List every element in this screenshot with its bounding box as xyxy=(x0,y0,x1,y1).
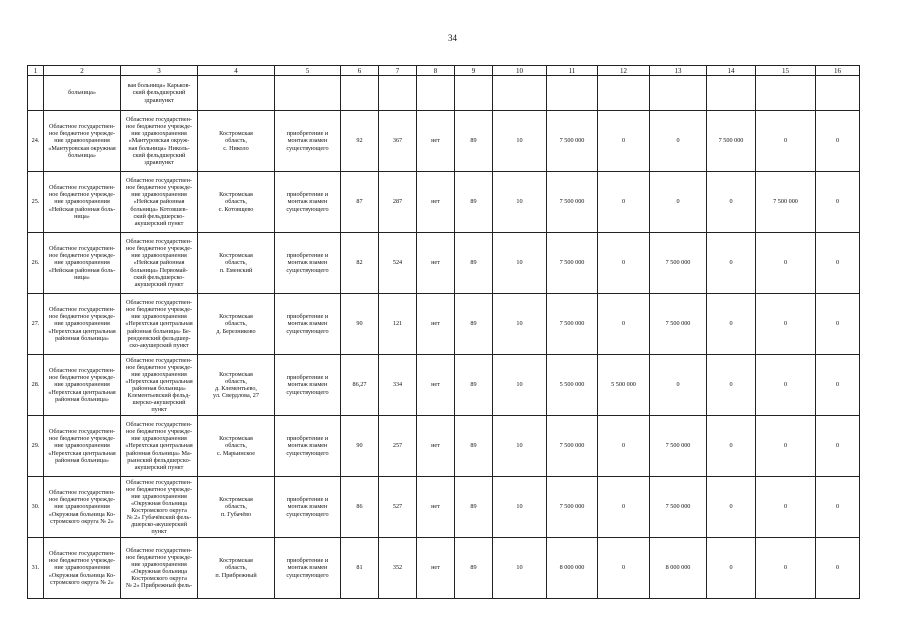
cell-empty xyxy=(493,76,547,111)
cell-facility: Областное государствен- ное бюджетное учрежде- ние здравоохранения «Нейская районная больница» Котовшев- ский фельдшерско- акушерский пункт xyxy=(121,172,198,233)
cell-value: 0 xyxy=(707,172,756,233)
table-row xyxy=(28,172,860,233)
cell-empty xyxy=(547,76,598,111)
cell-value: 87 xyxy=(341,172,379,233)
cell-location: Костромская область, п. Губачёво xyxy=(198,477,275,538)
cell-value: 0 xyxy=(598,172,650,233)
cell-value: 10 xyxy=(493,294,547,355)
cell-facility: Областное государствен- ное бюджетное учрежде- ние здравоохранения «Нейская районная больница» Первомай- ский фельдшерско- акушерский пункт xyxy=(121,233,198,294)
cell-value: нет xyxy=(417,416,455,477)
cell-empty xyxy=(341,76,379,111)
cell-value: 0 xyxy=(816,172,860,233)
cell-value: 334 xyxy=(379,355,417,416)
cell-value: 86 xyxy=(341,477,379,538)
cell-value: нет xyxy=(417,355,455,416)
cell-value: 0 xyxy=(598,477,650,538)
cell-value: 86,27 xyxy=(341,355,379,416)
column-header: 13 xyxy=(650,66,707,76)
cell-number: 31. xyxy=(28,538,44,599)
cell-empty xyxy=(28,76,44,111)
cell-value: 10 xyxy=(493,172,547,233)
cell-value: 10 xyxy=(493,416,547,477)
cell-action: приобретение и монтаж взамен существующего xyxy=(275,294,341,355)
cell-value: 0 xyxy=(756,294,816,355)
cell-value: 7 500 000 xyxy=(650,477,707,538)
cell-value: 7 500 000 xyxy=(650,294,707,355)
registry-table xyxy=(27,65,860,599)
cell-facility: Областное государствен- ное бюджетное учрежде- ние здравоохранения «Нерехтская центральная районная больница» Клементьевский фельд- шерско-акушерский пункт xyxy=(121,355,198,416)
cell-value: 287 xyxy=(379,172,417,233)
cell-organization: Областное государствен- ное бюджетное учрежде- ние здравоохранения «Окружная больница Ко- стромского округа № 2» xyxy=(44,538,121,599)
cell-value: 7 500 000 xyxy=(547,477,598,538)
cell-value: 0 xyxy=(598,416,650,477)
cell-number: 25. xyxy=(28,172,44,233)
cell-location: Костромская область, п. Еменский xyxy=(198,233,275,294)
cell-value: 0 xyxy=(756,111,816,172)
cell-value: 89 xyxy=(455,111,493,172)
column-header: 2 xyxy=(44,66,121,76)
column-header: 11 xyxy=(547,66,598,76)
cell-value: 527 xyxy=(379,477,417,538)
cell-action: приобретение и монтаж взамен существующего xyxy=(275,477,341,538)
cell-empty xyxy=(275,76,341,111)
cell-facility: вая больница» Карьков- ский фельдшерский здравпункт xyxy=(121,76,198,111)
cell-organization: больница» xyxy=(44,76,121,111)
cell-empty xyxy=(756,76,816,111)
cell-empty xyxy=(417,76,455,111)
continuation-row xyxy=(28,76,860,111)
cell-value: 82 xyxy=(341,233,379,294)
cell-value: 89 xyxy=(455,416,493,477)
cell-empty xyxy=(598,76,650,111)
cell-value: 0 xyxy=(650,172,707,233)
column-header: 8 xyxy=(417,66,455,76)
cell-empty xyxy=(650,76,707,111)
cell-number: 27. xyxy=(28,294,44,355)
cell-facility: Областное государствен- ное бюджетное учрежде- ние здравоохранения «Нерехтская центральная районная больница» Бе- рендеевский фельдшер- ско-акушерский пункт xyxy=(121,294,198,355)
table-row xyxy=(28,111,860,172)
cell-value: 81 xyxy=(341,538,379,599)
cell-organization: Областное государствен- ное бюджетное учрежде- ние здравоохранения «Окружная больница Ко- стромского округа № 2» xyxy=(44,477,121,538)
cell-value: 0 xyxy=(707,477,756,538)
column-header: 6 xyxy=(341,66,379,76)
table-row xyxy=(28,477,860,538)
cell-value: 0 xyxy=(707,538,756,599)
page-number: 34 xyxy=(448,33,457,43)
cell-value: 5 500 000 xyxy=(598,355,650,416)
cell-organization: Областное государствен- ное бюджетное учрежде- ние здравоохранения «Нерехтская центральная районная больница» xyxy=(44,355,121,416)
cell-value: 8 000 000 xyxy=(650,538,707,599)
cell-location: Костромская область, д. Березниково xyxy=(198,294,275,355)
cell-number: 29. xyxy=(28,416,44,477)
cell-value: 7 500 000 xyxy=(650,416,707,477)
column-header: 1 xyxy=(28,66,44,76)
cell-value: нет xyxy=(417,233,455,294)
cell-facility: Областное государствен- ное бюджетное учрежде- ние здравоохранения «Окружная больница Костромского округа № 2» Прибрежный фель- xyxy=(121,538,198,599)
cell-value: 352 xyxy=(379,538,417,599)
cell-value: 121 xyxy=(379,294,417,355)
cell-value: 8 000 000 xyxy=(547,538,598,599)
cell-number: 24. xyxy=(28,111,44,172)
cell-action: приобретение и монтаж взамен существующего xyxy=(275,111,341,172)
cell-value: 0 xyxy=(707,355,756,416)
cell-location: Костромская область, с. Николо xyxy=(198,111,275,172)
cell-action: приобретение и монтаж взамен существующего xyxy=(275,172,341,233)
column-header: 5 xyxy=(275,66,341,76)
cell-value: 89 xyxy=(455,477,493,538)
table-row xyxy=(28,538,860,599)
cell-empty xyxy=(455,76,493,111)
column-header: 12 xyxy=(598,66,650,76)
table-row xyxy=(28,233,860,294)
cell-value: 7 500 000 xyxy=(547,416,598,477)
cell-value: 7 500 000 xyxy=(547,294,598,355)
cell-value: 90 xyxy=(341,294,379,355)
cell-organization: Областное государствен- ное бюджетное учрежде- ние здравоохранения «Мантуровская окружная больница» xyxy=(44,111,121,172)
cell-value: 7 500 000 xyxy=(707,111,756,172)
cell-value: нет xyxy=(417,172,455,233)
cell-value: 0 xyxy=(816,538,860,599)
cell-value: 89 xyxy=(455,294,493,355)
cell-empty xyxy=(816,76,860,111)
cell-value: 0 xyxy=(598,538,650,599)
cell-facility: Областное государствен- ное бюджетное учрежде- ние здравоохранения «Нерехтская центральная районная больница» Ма- рьинский фельдшерско- акушерский пункт xyxy=(121,416,198,477)
table-row xyxy=(28,416,860,477)
column-header: 14 xyxy=(707,66,756,76)
cell-value: 89 xyxy=(455,538,493,599)
header-row xyxy=(28,66,860,76)
cell-value: 0 xyxy=(816,111,860,172)
cell-value: 524 xyxy=(379,233,417,294)
cell-value: 0 xyxy=(598,233,650,294)
cell-value: 7 500 000 xyxy=(547,111,598,172)
cell-value: 0 xyxy=(707,416,756,477)
cell-action: приобретение и монтаж взамен существующего xyxy=(275,416,341,477)
column-header: 4 xyxy=(198,66,275,76)
cell-value: 367 xyxy=(379,111,417,172)
column-header: 7 xyxy=(379,66,417,76)
cell-value: 89 xyxy=(455,172,493,233)
cell-number: 30. xyxy=(28,477,44,538)
cell-value: 0 xyxy=(816,477,860,538)
column-header: 15 xyxy=(756,66,816,76)
cell-organization: Областное государствен- ное бюджетное учрежде- ние здравоохранения «Нерехтская центральная районная больница» xyxy=(44,294,121,355)
cell-location: Костромская область, п. Прибрежный xyxy=(198,538,275,599)
cell-facility: Областное государствен- ное бюджетное учрежде- ние здравоохранения «Мантуровская окруж- ная больница» Николь- ский фельдшерский здравпункт xyxy=(121,111,198,172)
cell-value: нет xyxy=(417,477,455,538)
cell-value: нет xyxy=(417,294,455,355)
cell-value: 10 xyxy=(493,355,547,416)
cell-empty xyxy=(379,76,417,111)
cell-value: 90 xyxy=(341,416,379,477)
cell-value: 0 xyxy=(816,416,860,477)
cell-number: 26. xyxy=(28,233,44,294)
cell-value: 0 xyxy=(707,233,756,294)
table-row xyxy=(28,355,860,416)
cell-value: 0 xyxy=(756,477,816,538)
cell-value: 0 xyxy=(650,111,707,172)
cell-value: 0 xyxy=(816,355,860,416)
cell-action: приобретение и монтаж взамен существующего xyxy=(275,233,341,294)
cell-value: 0 xyxy=(756,233,816,294)
column-header: 16 xyxy=(816,66,860,76)
cell-value: 92 xyxy=(341,111,379,172)
cell-value: 10 xyxy=(493,477,547,538)
cell-value: 7 500 000 xyxy=(547,233,598,294)
cell-organization: Областное государствен- ное бюджетное учрежде- ние здравоохранения «Нейская районная боль- ница» xyxy=(44,233,121,294)
cell-location: Костромская область, д. Клементьево, ул. Свердлова, 27 xyxy=(198,355,275,416)
cell-value: 10 xyxy=(493,111,547,172)
cell-empty xyxy=(198,76,275,111)
column-header: 10 xyxy=(493,66,547,76)
cell-value: 10 xyxy=(493,233,547,294)
cell-value: 0 xyxy=(756,355,816,416)
cell-value: 89 xyxy=(455,233,493,294)
cell-value: 7 500 000 xyxy=(650,233,707,294)
column-header: 3 xyxy=(121,66,198,76)
cell-value: 89 xyxy=(455,355,493,416)
cell-location: Костромская область, с. Котовщево xyxy=(198,172,275,233)
cell-value: 0 xyxy=(650,355,707,416)
cell-value: 0 xyxy=(707,294,756,355)
cell-value: 0 xyxy=(816,233,860,294)
table-row xyxy=(28,294,860,355)
cell-value: 257 xyxy=(379,416,417,477)
cell-value: 0 xyxy=(756,538,816,599)
cell-value: 5 500 000 xyxy=(547,355,598,416)
cell-value: 7 500 000 xyxy=(547,172,598,233)
cell-value: нет xyxy=(417,111,455,172)
cell-value: 0 xyxy=(598,111,650,172)
cell-value: 0 xyxy=(598,294,650,355)
cell-action: приобретение и монтаж взамен существующего xyxy=(275,538,341,599)
cell-facility: Областное государствен- ное бюджетное учрежде- ние здравоохранения «Окружная больница Костромского округа № 2» Губачёвский фель- дшерско-акушерский пункт xyxy=(121,477,198,538)
cell-value: 10 xyxy=(493,538,547,599)
cell-number: 28. xyxy=(28,355,44,416)
cell-empty xyxy=(707,76,756,111)
cell-value: 0 xyxy=(756,416,816,477)
cell-action: приобретение и монтаж взамен существующего xyxy=(275,355,341,416)
cell-value: нет xyxy=(417,538,455,599)
cell-value: 0 xyxy=(816,294,860,355)
cell-organization: Областное государствен- ное бюджетное учрежде- ние здравоохранения «Нерехтская центральная районная больница» xyxy=(44,416,121,477)
cell-value: 7 500 000 xyxy=(756,172,816,233)
column-header: 9 xyxy=(455,66,493,76)
cell-organization: Областное государствен- ное бюджетное учрежде- ние здравоохранения «Нейская районная боль- ница» xyxy=(44,172,121,233)
cell-location: Костромская область, с. Марьинское xyxy=(198,416,275,477)
